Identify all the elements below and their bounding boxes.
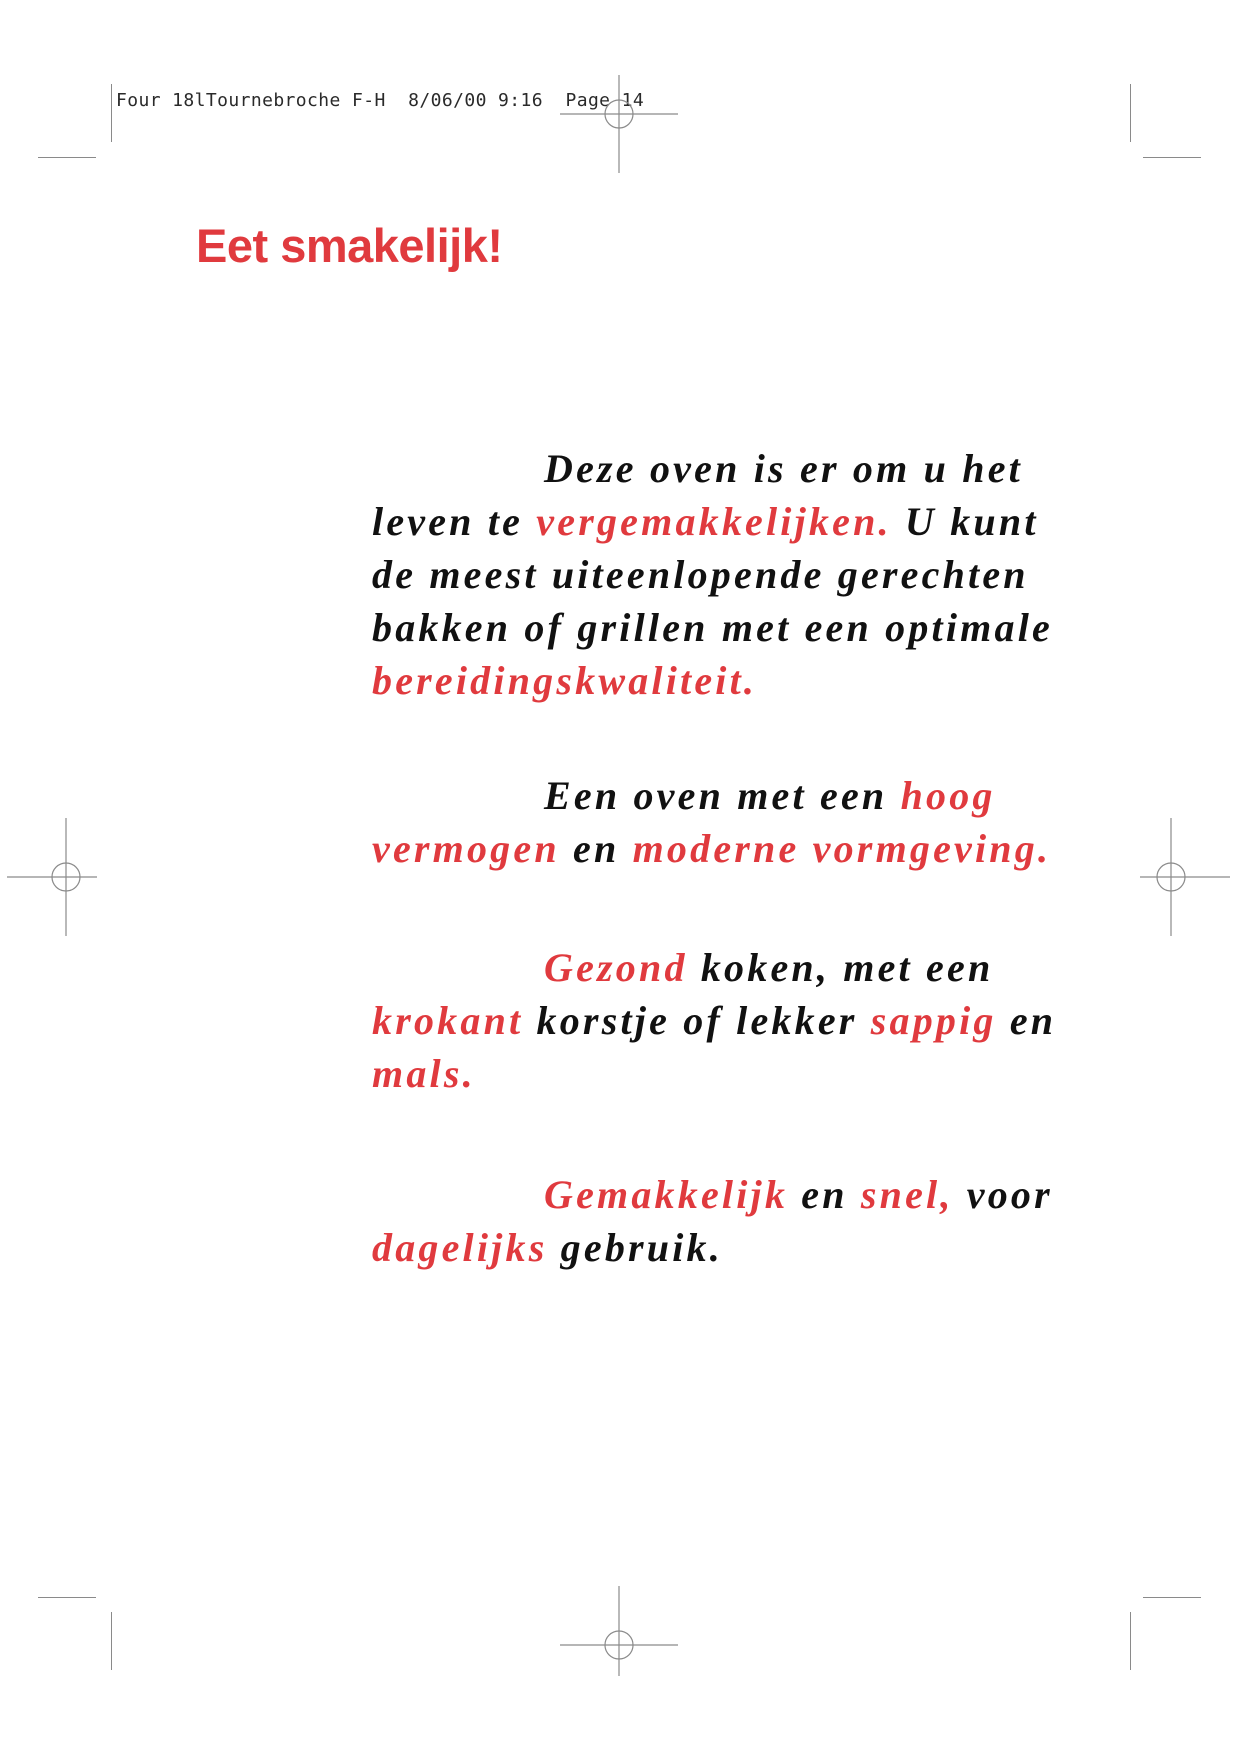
text-run: koken, met een <box>687 945 994 990</box>
text-run: U kunt de meest uiteenlopende gerechten bakken of grillen met een optimale <box>372 499 1053 650</box>
registration-mark-bottom-icon <box>560 1586 678 1704</box>
highlight-run: Gezond <box>544 945 688 990</box>
highlight-run: vergemakkelijken. <box>536 499 892 544</box>
text-run: Deze oven is er om u het leven te <box>372 446 1023 544</box>
paragraph-3 <box>372 941 1092 1100</box>
crop-mark-top-right-vertical <box>1130 84 1131 142</box>
highlight-run: mals. <box>372 1051 476 1096</box>
highlight-run: bereidingskwaliteit. <box>372 658 758 703</box>
paragraph-4 <box>372 1168 1092 1274</box>
text-run: en <box>996 998 1057 1043</box>
highlight-run: moderne vormgeving. <box>632 826 1052 871</box>
crop-mark-bottom-left-horizontal <box>38 1597 96 1598</box>
crop-mark-top-right-horizontal <box>1143 157 1201 158</box>
paragraph-2 <box>372 769 1092 875</box>
text-run: en <box>788 1172 861 1217</box>
crop-mark-bottom-right-horizontal <box>1143 1597 1201 1598</box>
registration-mark-top-icon <box>560 55 678 173</box>
paragraph-1 <box>372 442 1092 707</box>
page-title: Eet smakelijk! <box>196 219 503 272</box>
text-run: korstje of lekker <box>523 998 871 1043</box>
registration-mark-right-icon <box>1112 818 1230 936</box>
crop-mark-top-left-vertical <box>111 84 112 142</box>
highlight-run: Gemakkelijk <box>544 1172 789 1217</box>
highlight-run: dagelijks <box>372 1225 548 1270</box>
highlight-run: krokant <box>372 998 524 1043</box>
crop-mark-bottom-left-vertical <box>111 1612 112 1670</box>
printer-slug: Four 18lTournebroche F-H 8/06/00 9:16 Page 14 <box>116 90 645 111</box>
highlight-run: hoog vermogen <box>372 773 996 871</box>
text-run: gebruik. <box>547 1225 723 1270</box>
highlight-run: snel, <box>860 1172 954 1217</box>
crop-mark-top-left-horizontal <box>38 157 96 158</box>
text-run: voor <box>953 1172 1053 1217</box>
text-run: Een oven met een <box>544 773 901 818</box>
highlight-run: sappig <box>870 998 997 1043</box>
text-run: en <box>559 826 633 871</box>
body-text <box>372 442 1092 1336</box>
crop-mark-bottom-right-vertical <box>1130 1612 1131 1670</box>
registration-mark-left-icon <box>7 818 125 936</box>
